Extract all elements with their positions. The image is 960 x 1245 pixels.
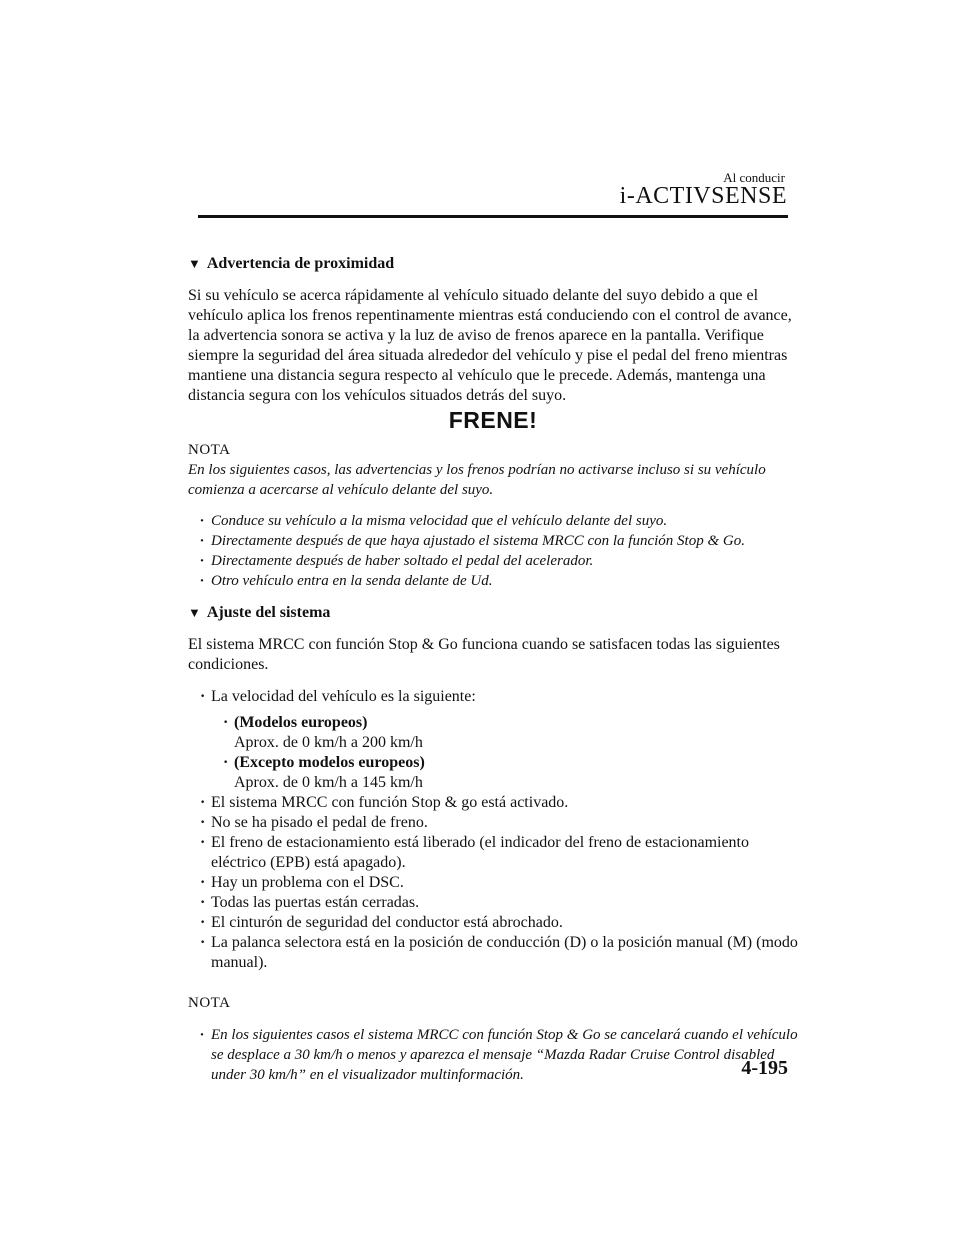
speed-item-title: · (Modelos europeos)	[234, 714, 368, 731]
proximity-heading	[188, 254, 798, 274]
speed-label: La velocidad del vehículo es la siguiente:	[211, 688, 476, 705]
triangle-down-icon: ▼	[188, 256, 201, 271]
note2-list	[188, 1025, 798, 1085]
list-item: · El freno de estacionamiento está liberado (el indicador del freno de estacionamiento eléctrico (EPB) está apagado).	[188, 833, 798, 873]
proximity-heading-text: Advertencia de proximidad	[206, 255, 395, 272]
proximity-body: Si su vehículo se acerca rápidamente al vehículo situado delante del suyo debido a que el vehículo aplica los frenos repentinamente mientras está conduciendo con el control de avance, la advertencia sonora se activa y la luz de aviso de frenos aparece en la pantalla. Verifique siempre la seguridad del área situada alrededor del vehículo y pise el pedal del freno mientras mantiene una distancia segura respecto al vehículo que le precede. Además, mantenga una distancia segura con los vehículos situados detrás del suyo.	[188, 287, 792, 404]
note1-text: En los siguientes casos, las advertencias y los frenos podrían no activarse incluso si su vehículo comienza a acercarse al vehículo delante del suyo.	[188, 462, 766, 498]
system-heading	[188, 603, 798, 623]
system-heading-text: Ajuste del sistema	[206, 604, 331, 621]
list-item: · El cinturón de seguridad del conductor está abrochado.	[188, 913, 798, 933]
note2-label: NOTA	[188, 995, 231, 1011]
list-item: · Otro vehículo entra en la senda delante de Ud.	[188, 571, 798, 591]
list-item: · En los siguientes casos el sistema MRCC con función Stop & Go se cancelará cuando el vehículo se desplace a 30 km/h o menos y aparezca el mensaje “Mazda Radar Cruise Control disabled under 30 km/h” en el visualizador multinformación.	[188, 1025, 798, 1085]
system-intro: El sistema MRCC con función Stop & Go funciona cuando se satisfacen todas las siguientes condiciones.	[188, 636, 780, 673]
speed-item-value: Aprox. de 0 km/h a 145 km/h	[234, 774, 423, 791]
note1-list	[188, 511, 798, 591]
list-item: · El sistema MRCC con función Stop & go está activado.	[188, 793, 798, 813]
list-item: · Todas las puertas están cerradas.	[188, 893, 798, 913]
list-item: · Directamente después de haber soltado el pedal del acelerador.	[188, 551, 798, 571]
speed-item	[211, 713, 798, 753]
triangle-down-icon: ▼	[188, 605, 201, 620]
list-item: · No se ha pisado el pedal de freno.	[188, 813, 798, 833]
note1-label: NOTA	[188, 442, 231, 458]
list-item	[188, 687, 798, 793]
page-content	[188, 254, 798, 1097]
frene-display: FRENE!	[448, 407, 538, 433]
list-item: · La palanca selectora está en la posición de conducción (D) o la posición manual (M) (modo manual).	[188, 933, 798, 973]
conditions-list	[188, 687, 798, 973]
list-item: · Directamente después de que haya ajustado el sistema MRCC con la función Stop & Go.	[188, 531, 798, 551]
page-number: 4-195	[741, 1057, 788, 1079]
speed-item	[211, 753, 798, 793]
section-title: i-ACTIVSENSE	[619, 183, 787, 209]
speed-item-title: · (Excepto modelos europeos)	[234, 754, 425, 771]
list-item: · Conduce su vehículo a la misma velocidad que el vehículo delante del suyo.	[188, 511, 798, 531]
speed-item-value: Aprox. de 0 km/h a 200 km/h	[234, 734, 423, 751]
section-label: Al conducir	[723, 170, 785, 185]
list-item: · Hay un problema con el DSC.	[188, 873, 798, 893]
header-rule	[198, 215, 788, 218]
speed-list	[211, 713, 798, 793]
